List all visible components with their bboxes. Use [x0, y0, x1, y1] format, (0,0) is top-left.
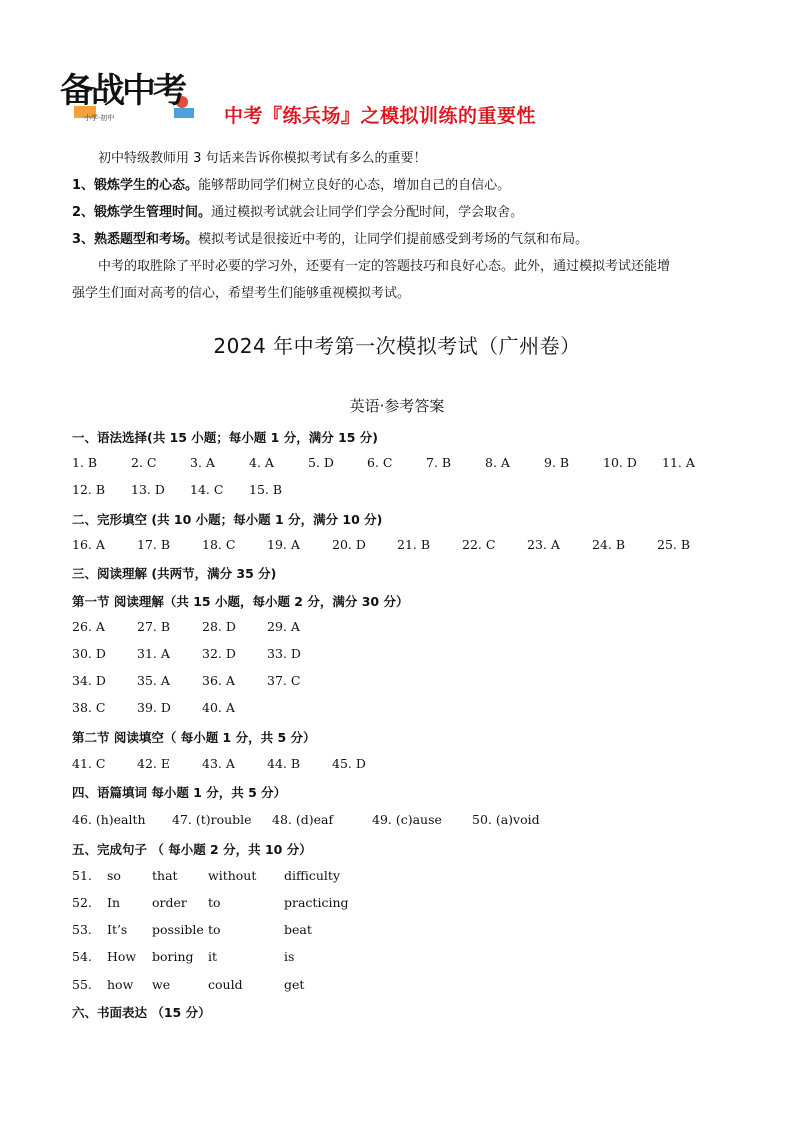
intro-block: [72, 145, 732, 307]
answer-item: 20. D: [332, 537, 366, 552]
sentence-word: It’s: [107, 922, 128, 937]
section-reading-part2: 第二节 阅读填空（ 每小题 1 分，共 5 分）: [72, 730, 316, 745]
section-writing: 六、书面表达 （15 分）: [72, 1005, 211, 1020]
sentence-word: order: [152, 895, 187, 910]
logo-graphic: [56, 62, 216, 126]
answer-item: 13. D: [131, 482, 165, 497]
answer-item: 21. B: [397, 537, 431, 552]
sentence-word: boring: [152, 949, 194, 964]
intro-point-1: 1、锻炼学生的心态。能够帮助同学们树立良好的心态，增加自己的自信心。: [72, 178, 511, 193]
section-reading-part1: 第一节 阅读理解（共 15 小题，每小题 2 分，满分 30 分）: [72, 594, 409, 609]
answer-item: 10. D: [603, 455, 637, 470]
answer-item: 33. D: [267, 646, 301, 661]
answer-item: 47. (t)rouble: [172, 812, 252, 827]
answer-item: 15. B: [249, 482, 283, 497]
sentence-number: 53.: [72, 922, 92, 937]
sentence-word: How: [107, 949, 137, 964]
sentence-word: we: [152, 977, 171, 992]
section-word-fill: 四、语篇填词 每小题 1 分，共 5 分）: [72, 785, 287, 800]
answer-item: 22. C: [462, 537, 496, 552]
sentence-number: 51.: [72, 868, 92, 883]
sentence-word: so: [107, 868, 121, 883]
sentence-word: is: [284, 949, 295, 964]
answer-item: 34. D: [72, 673, 106, 688]
answer-item: 16. A: [72, 537, 105, 552]
sentence-word: beat: [284, 922, 312, 937]
answer-item: 31. A: [137, 646, 170, 661]
answer-item: 37. C: [267, 673, 301, 688]
answer-item: 23. A: [527, 537, 560, 552]
answer-item: 36. A: [202, 673, 235, 688]
intro-lead: 初中特级教师用 3 句话来告诉你模拟考试有多么的重要！: [98, 151, 427, 166]
exam-title: 2024 年中考第一次模拟考试（广州卷）: [213, 334, 581, 358]
sentence-word: possible: [152, 922, 204, 937]
answer-item: 35. A: [137, 673, 170, 688]
section-grammar: 一、语法选择(共 15 小题；每小题 1 分，满分 15 分): [72, 430, 379, 445]
section-cloze: 二、完形填空 (共 10 小题；每小题 1 分，满分 10 分): [72, 512, 383, 527]
answer-item: 8. A: [485, 455, 510, 470]
logo-text: 备战中考: [60, 71, 184, 111]
answer-item: 24. B: [592, 537, 626, 552]
sentence-number: 54.: [72, 949, 92, 964]
answer-item: 5. D: [308, 455, 334, 470]
answer-item: 7. B: [426, 455, 452, 470]
answer-item: 29. A: [267, 619, 300, 634]
answer-item: 1. B: [72, 455, 98, 470]
sentence-word: practicing: [284, 895, 349, 910]
answer-item: 43. A: [202, 756, 235, 771]
sentence-number: 55.: [72, 977, 92, 992]
logo: [56, 62, 216, 126]
answer-item: 19. A: [267, 537, 300, 552]
answer-item: 50. (a)void: [472, 812, 540, 827]
answer-item: 12. B: [72, 482, 106, 497]
answer-item: 3. A: [190, 455, 215, 470]
answer-item: 27. B: [137, 619, 171, 634]
answer-item: 45. D: [332, 756, 366, 771]
section-reading: 三、阅读理解 (共两节，满分 35 分): [72, 566, 277, 581]
sentence-word: In: [107, 895, 120, 910]
answer-item: 2. C: [131, 455, 157, 470]
answer-item: 18. C: [202, 537, 236, 552]
logo-subtext: 小学·初中: [84, 114, 115, 122]
sentence-number: 52.: [72, 895, 92, 910]
answer-item: 38. C: [72, 700, 106, 715]
section-sentences: 五、完成句子 （ 每小题 2 分，共 10 分）: [72, 842, 312, 857]
banner-title: 中考『练兵场』之模拟训练的重要性: [224, 105, 537, 127]
sentence-word: could: [208, 977, 243, 992]
answer-item: 14. C: [190, 482, 224, 497]
answer-item: 28. D: [202, 619, 236, 634]
answer-item: 39. D: [137, 700, 171, 715]
sentence-word: how: [107, 977, 134, 992]
sentence-word: to: [208, 922, 221, 937]
answer-item: 30. D: [72, 646, 106, 661]
sentence-word: get: [284, 977, 305, 992]
answer-item: 41. C: [72, 756, 106, 771]
answer-item: 46. (h)ealth: [72, 812, 146, 827]
sentence-word: that: [152, 868, 178, 883]
sentence-word: to: [208, 895, 221, 910]
sentence-word: it: [208, 949, 218, 964]
intro-closing-2: 强学生们面对高考的信心，希望考生们能够重视模拟考试。: [72, 286, 411, 301]
answer-item: 49. (c)ause: [372, 812, 442, 827]
intro-point-3: 3、熟悉题型和考场。模拟考试是很接近中考的，让同学们提前感受到考场的气氛和布局。: [72, 232, 589, 247]
answer-item: 25. B: [657, 537, 691, 552]
sentence-word: without: [208, 868, 257, 883]
answer-item: 6. C: [367, 455, 393, 470]
intro-point-2: 2、锻炼学生管理时间。通过模拟考试就会让同学们学会分配时间，学会取舍。: [72, 205, 524, 220]
answer-item: 4. A: [249, 455, 274, 470]
answer-item: 17. B: [137, 537, 171, 552]
answer-item: 44. B: [267, 756, 301, 771]
intro-closing-1: 中考的取胜除了平时必要的学习外，还要有一定的答题技巧和良好心态。此外，通过模拟考试还能增: [98, 259, 671, 274]
exam-subtitle: 英语·参考答案: [349, 397, 445, 415]
answer-item: 42. E: [137, 756, 170, 771]
answer-item: 26. A: [72, 619, 105, 634]
answer-item: 11. A: [662, 455, 695, 470]
answer-item: 48. (d)eaf: [272, 812, 334, 827]
answer-item: 40. A: [202, 700, 235, 715]
sentence-word: difficulty: [284, 868, 341, 883]
answer-item: 32. D: [202, 646, 236, 661]
answer-item: 9. B: [544, 455, 570, 470]
